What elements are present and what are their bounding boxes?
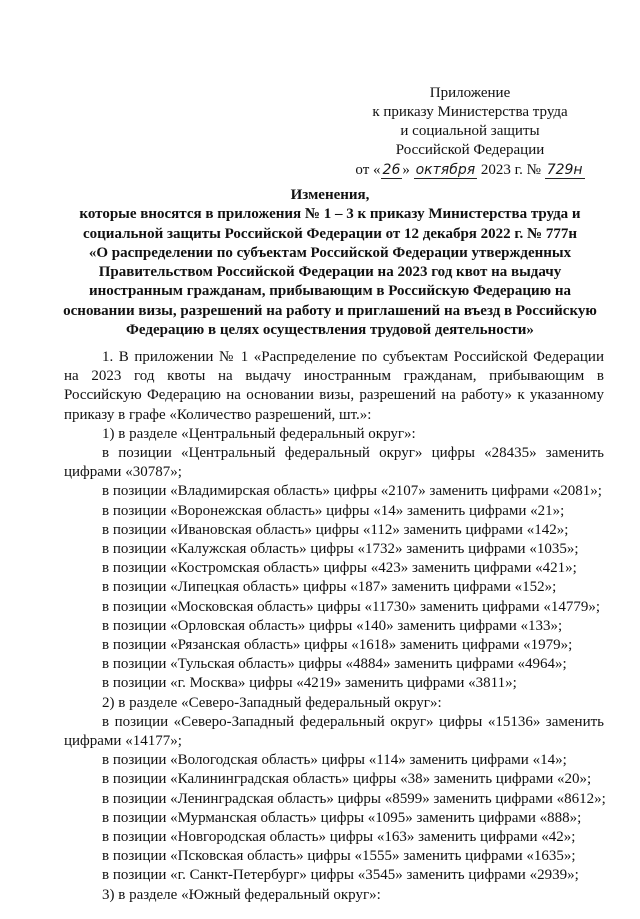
list-item: в позиции «Воронежская область» цифры «14» заменить цифрами «21»; (102, 502, 565, 519)
document-body (64, 348, 604, 905)
appendix-order-line: к приказу Министерства труда (372, 104, 568, 120)
handwritten-day: 26 (382, 162, 401, 178)
list-item: в позиции «Владимирская область» цифры «2107» заменить цифрами «2081»; (102, 483, 602, 500)
document-title (60, 186, 600, 340)
order-date-line (330, 161, 610, 180)
list-item: в позиции «Костромская область» цифры «423» заменить цифрами «421»; (102, 560, 577, 577)
section-heading-central: 1) в разделе «Центральный федеральный округ»: (102, 425, 416, 442)
list-item: в позиции «Мурманская область» цифры «1095» заменить цифрами «888»; (102, 809, 582, 826)
list-item: в позиции «Калужская область» цифры «1732» заменить цифрами «1035»; (102, 541, 579, 558)
title-line: Правительством Российской Федерации на 2023 год квот на выдачу (98, 264, 562, 281)
handwritten-month: октября (415, 162, 476, 178)
appendix-ministry-line: и социальной защиты (400, 123, 540, 139)
list-item: в позиции «Рязанская область» цифры «1618» заменить цифрами «1979»; (102, 637, 573, 654)
list-item: в позиции «Вологодская область» цифры «114» заменить цифрами «14»; (102, 752, 567, 769)
intro-paragraph: 1. В приложении № 1 «Распределение по субъектам Российской Федерации на 2023 год квоты на выдачу иностранным гражданам, прибывающим в Российскую Федерацию на основании визы, разрешений на работу» к указанному приказу в графе «Количество разрешений, шт.»: (64, 349, 604, 423)
list-item: в позиции «г. Санкт-Петербург» цифры «3545» заменить цифрами «2939»; (102, 867, 579, 884)
title-line: которые вносятся в приложения № 1 – 3 к приказу Министерства труда и (79, 206, 581, 223)
list-item-central-total: в позиции «Центральный федеральный округ» цифры «28435» заменить цифрами «30787»; (64, 445, 604, 481)
list-item: в позиции «Ленинградская область» цифры «8599» заменить цифрами «8612»; (102, 790, 606, 807)
appendix-country-line: Российской Федерации (395, 142, 545, 158)
title-line: основании визы, разрешений на работу и приглашений на въезд в Российскую (63, 302, 597, 319)
title-line: Изменения, (290, 187, 370, 203)
appendix-label: Приложение (429, 85, 511, 101)
list-item: в позиции «Орловская область» цифры «140» заменить цифрами «133»; (102, 617, 563, 634)
title-line: социальной защиты Российской Федерации от 12 декабря 2022 г. № 777н (83, 225, 577, 242)
handwritten-order-number: 729н (546, 162, 583, 178)
list-item: в позиции «Новгородская область» цифры «163» заменить цифрами «42»; (102, 829, 576, 846)
date-mid: » (402, 162, 410, 178)
list-item: в позиции «Псковская область» цифры «1555» заменить цифрами «1635»; (102, 848, 576, 865)
list-item: в позиции «г. Москва» цифры «4219» заменить цифрами «3811»; (102, 675, 517, 692)
list-item-northwest-total: в позиции «Северо-Западный федеральный округ» цифры «15136» заменить цифрами «14177»; (64, 713, 604, 750)
section-heading-northwest: 2) в разделе «Северо-Западный федеральный округ»: (102, 694, 442, 711)
date-prefix: от « (355, 162, 381, 178)
title-line: «О распределении по субъектам Российской Федерации утвержденных (88, 244, 572, 261)
title-line: Федерацию в целях осуществления трудовой деятельности» (126, 322, 534, 339)
year-and-number-label: 2023 г. № (480, 162, 541, 178)
list-item: в позиции «Тульская область» цифры «4884» заменить цифрами «4964»; (102, 656, 567, 673)
title-line: иностранным гражданам, прибывающим в Российскую Федерацию на (88, 283, 572, 300)
list-item: в позиции «Липецкая область» цифры «187» заменить цифрами «152»; (102, 579, 557, 596)
section-heading-south: 3) в разделе «Южный федеральный округ»: (102, 886, 381, 903)
list-item: в позиции «Московская область» цифры «11730» заменить цифрами «14779»; (102, 598, 600, 615)
list-item: в позиции «Калининградская область» цифры «38» заменить цифрами «20»; (102, 771, 592, 788)
appendix-header (330, 84, 610, 180)
list-item: в позиции «Ивановская область» цифры «112» заменить цифрами «142»; (102, 521, 569, 538)
